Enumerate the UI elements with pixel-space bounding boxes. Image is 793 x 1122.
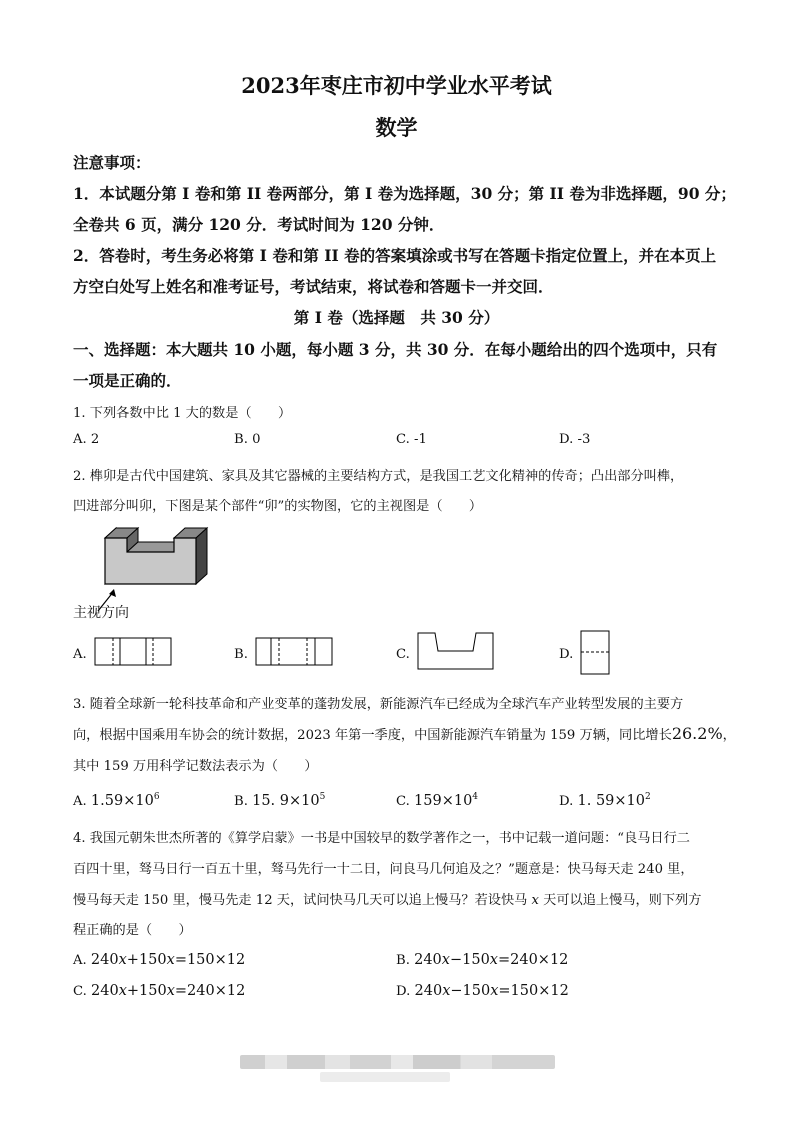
subject-title: 数学 bbox=[375, 115, 418, 140]
q1-option-d: D. -3 bbox=[559, 432, 591, 447]
q4-stem-3: 慢马每天走 150 里，慢马先走 12 天，试问快马几天可以追上慢马？若设快马 x 天可以追上慢马，则下列方 bbox=[73, 893, 702, 908]
q4-stem-2: 百四十里，驽马日行一百五十里，驽马先行一十二日，问良马几何追及之？”题意是：快马每天走 240 里， bbox=[73, 862, 694, 877]
blurred-footer-sub bbox=[320, 1072, 450, 1082]
q3-stem-1: 3. 随着全球新一轮科技革命和产业变革的蓬勃发展，新能源汽车已经成为全球汽车产业转型发展的主要方 bbox=[73, 697, 684, 712]
q4-option-a: A. 240x+150x=150×12 bbox=[73, 952, 246, 968]
q3-growth-rate: 26.2% bbox=[671, 724, 723, 743]
q3-option-c: C. $159\times 10^4$ bbox=[396, 792, 479, 809]
q2-option-b-label: B. bbox=[234, 647, 248, 662]
q1-option-c: C. -1 bbox=[396, 432, 427, 447]
notice-heading: 注意事项： bbox=[73, 153, 151, 172]
q2-stem-1: 2. 榫卯是古代中国建筑、家具及其它器械的主要结构方式，是我国工艺文化精神的传奇；凸出部分叫榫， bbox=[73, 469, 684, 484]
notice-line-1: 1．本试题分第 I 卷和第 II 卷两部分，第 I 卷为选择题，30 分；第 II 卷为非选择题，90 分； bbox=[73, 184, 736, 203]
mortise-right-side bbox=[196, 528, 207, 584]
notice-line-4: 方空白处写上姓名和准考证号，考试结束，将试卷和答题卡一并交回． bbox=[73, 277, 554, 296]
notice-line-3: 2．答卷时，考生务必将第 I 卷和第 II 卷的答案填涂或书写在答题卡指定位置上，并在本页上 bbox=[73, 246, 717, 265]
q3-stem-3: 其中 159 万用科学记数法表示为（ ） bbox=[73, 759, 318, 774]
section-instruction-1: 一、选择题：本大题共 10 小题，每小题 3 分，共 30 分．在每小题给出的四个选项中，只有 bbox=[73, 340, 718, 359]
q4-option-b: B. 240x−150x=240×12 bbox=[396, 952, 569, 968]
q2-stem-2: 凹进部分叫卯，下图是某个部件“卯”的实物图，它的主视图是（ ） bbox=[73, 499, 483, 514]
q2-option-b-figure bbox=[255, 636, 335, 668]
q2-figure-label: 主视方向 bbox=[73, 605, 129, 621]
q3-stem-2a: 向，根据中国乘用车协会的统计数据，2023 年第一季度，中国新能源汽车销量为 159 万辆，同比增长 bbox=[73, 728, 672, 743]
q4-variable: x bbox=[531, 893, 539, 908]
q2-option-d-label: D. bbox=[559, 647, 574, 662]
q3-stem-2c: ， bbox=[722, 728, 736, 743]
q4-option-c: C. 240x+150x=240×12 bbox=[73, 983, 246, 999]
q3-option-d: D. 1. $59\times 10^2$ bbox=[559, 792, 651, 809]
q1-option-b: B. 0 bbox=[234, 432, 261, 447]
q4-stem-1: 4. 我国元朝朱世杰所著的《算学启蒙》一书是中国较早的数学著作之一，书中记载一道问题：“良马日行二 bbox=[73, 831, 690, 846]
section-instruction-2: 一项是正确的． bbox=[73, 371, 182, 390]
q2-option-a-figure bbox=[94, 636, 174, 668]
q2-option-d-figure bbox=[579, 630, 613, 676]
q4-option-d: D. 240x−150x=150×12 bbox=[396, 983, 569, 999]
q1-option-a: A. 2 bbox=[73, 432, 100, 447]
blurred-footer bbox=[240, 1055, 555, 1069]
q3-stem-2 bbox=[73, 724, 736, 743]
q1-stem: 1. 下列各数中比 1 大的数是（ ） bbox=[73, 406, 292, 421]
q4-stem-4: 程正确的是（ ） bbox=[73, 923, 192, 938]
q3-option-a: A. $1.59\times 10^6$ bbox=[73, 792, 160, 809]
section-title: 第 I 卷（选择题 共 30 分） bbox=[293, 308, 500, 327]
notice-line-2: 全卷共 6 页，满分 120 分．考试时间为 120 分钟． bbox=[73, 215, 445, 234]
q2-option-c-label: C. bbox=[396, 647, 410, 662]
q2-option-c-figure bbox=[417, 631, 497, 671]
page-title: 2023年枣庄市初中学业水平考试 bbox=[241, 73, 552, 98]
q2-option-a-label: A. bbox=[73, 647, 87, 662]
q3-option-b: B. 15. $9\times 10^5$ bbox=[234, 792, 326, 809]
